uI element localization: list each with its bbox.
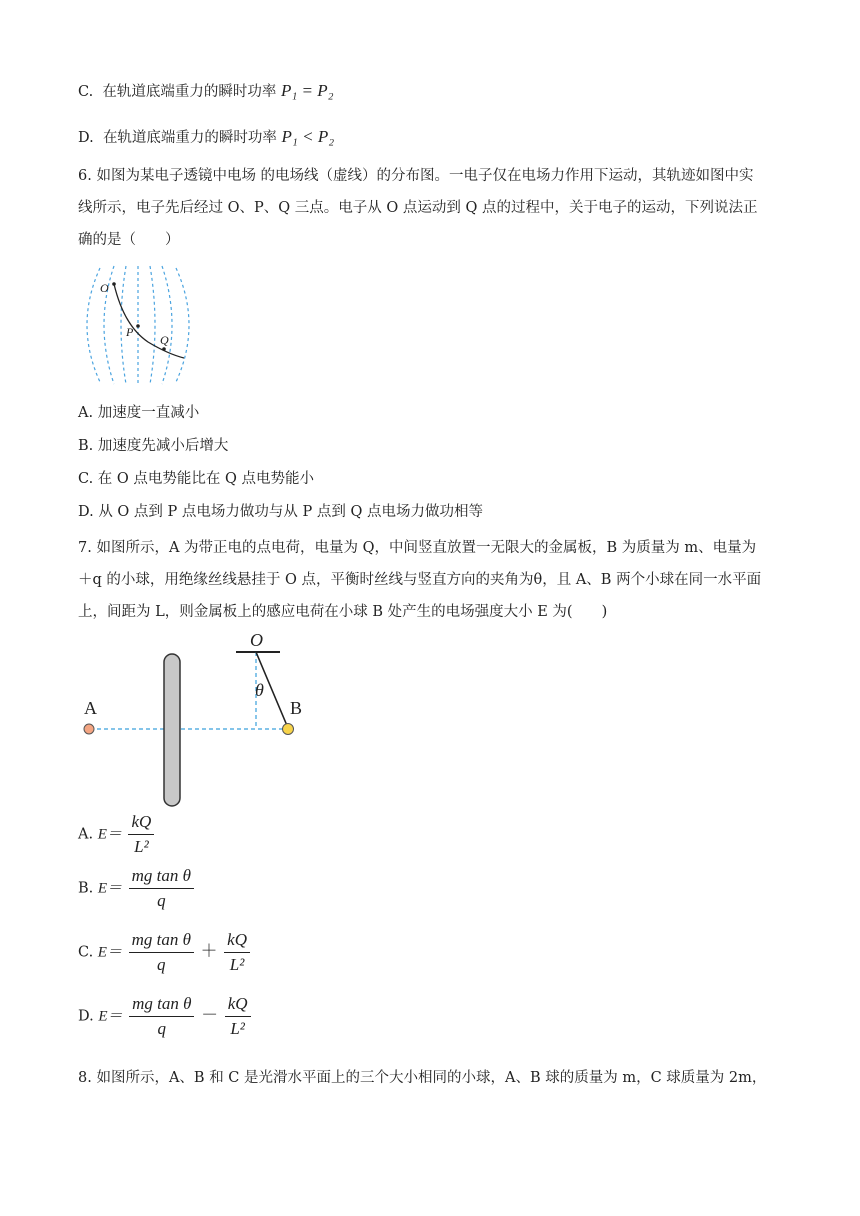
q6-option-c: C. 在 O 点电势能比在 Q 点电势能小 [78,471,315,487]
q8-stem: 8. 如图所示，A、B 和 C 是光滑水平面上的三个大小相同的小球，A、B 球的质量为 m，C 球质量为 2m， [78,1070,767,1086]
field-line [87,268,100,382]
fraction: $\frac{kQ}{\text{L²}}$ [128,812,154,857]
label-p: P [126,325,134,339]
field-line [162,266,172,384]
q7-option-c: C. E＝ $\frac{\text{mg tan θ}}{q}$ ＋ $\frac{kQ}{\text{L²}}$ [78,930,252,975]
fraction: $\frac{kQ}{\text{L²}}$ [225,994,251,1039]
fraction: $\frac{\text{mg tan θ}}{q}$ [129,930,194,975]
q6-field-line-figure [78,262,198,388]
ball-a [84,724,94,734]
q5-option-c: C. 在轨道底端重力的瞬时功率 P₁ = P₂ [78,81,334,100]
q6-option-a: A. 加速度一直减小 [78,405,200,421]
q7-option-d: D. E＝ $\frac{\text{mg tan θ}}{q}$ － $\frac{kQ}{\text{L²}}$ [78,994,253,1039]
label-o: O [250,630,263,650]
point-q [162,347,166,351]
q7-stem: 7. 如图所示，A 为带正电的点电荷，电量为 Q，中间竖直放置一无限大的金属板，B 为质量为 m、电量为 ＋q 的小球，用绝缘丝线悬挂于 O 点，平衡时丝线与竖直方向的夹角为θ，且 A、B 两个小球在同一水平面 上，间距为 L，则金属板上的感应电荷在小球 B 处产生的电场强度大小 E 为( ) [78,540,762,620]
label-q: Q [160,333,169,347]
label-o: O [100,281,109,295]
metal-plate [164,654,180,806]
label-a: A [84,698,97,718]
label-theta: θ [255,680,264,700]
q7-option-b: B. E＝ $\frac{\text{mg tan θ}}{q}$ [78,866,196,911]
fraction: $\frac{\text{mg tan θ}}{q}$ [129,994,194,1039]
q6-option-d: D. 从 O 点到 P 点电场力做功与从 P 点到 Q 点电场力做功相等 [78,504,483,520]
field-line [176,268,189,382]
q7-pendulum-figure [78,626,328,812]
electron-trajectory [114,284,184,358]
q7-option-a: A. E＝ $\frac{kQ}{\text{L²}}$ [78,812,156,857]
q5-option-d: D. 在轨道底端重力的瞬时功率 P₁ < P₂ [78,127,335,146]
q6-number: 6. [78,168,92,184]
q8-number: 8. [78,1070,92,1086]
fraction: $\frac{\text{mg tan θ}}{q}$ [129,866,194,911]
q6-option-b: B. 加速度先减小后增大 [78,438,229,454]
point-o [112,282,116,286]
q6-stem: 6. 如图为某电子透镜中电场 的电场线（虚线）的分布图。一电子仅在电场力作用下运动，其轨迹如图中实 线所示，电子先后经过 O、P、Q 三点。电子从 O 点运动到 Q 点的过程中，关于电子的运动，下列说法正 确的是（ ） [78,168,758,248]
ball-b [283,724,294,735]
point-p [136,324,140,328]
fraction: $\frac{kQ}{\text{L²}}$ [224,930,250,975]
label-b: B [290,698,303,718]
field-line [150,266,155,384]
q7-number: 7. [78,540,92,556]
